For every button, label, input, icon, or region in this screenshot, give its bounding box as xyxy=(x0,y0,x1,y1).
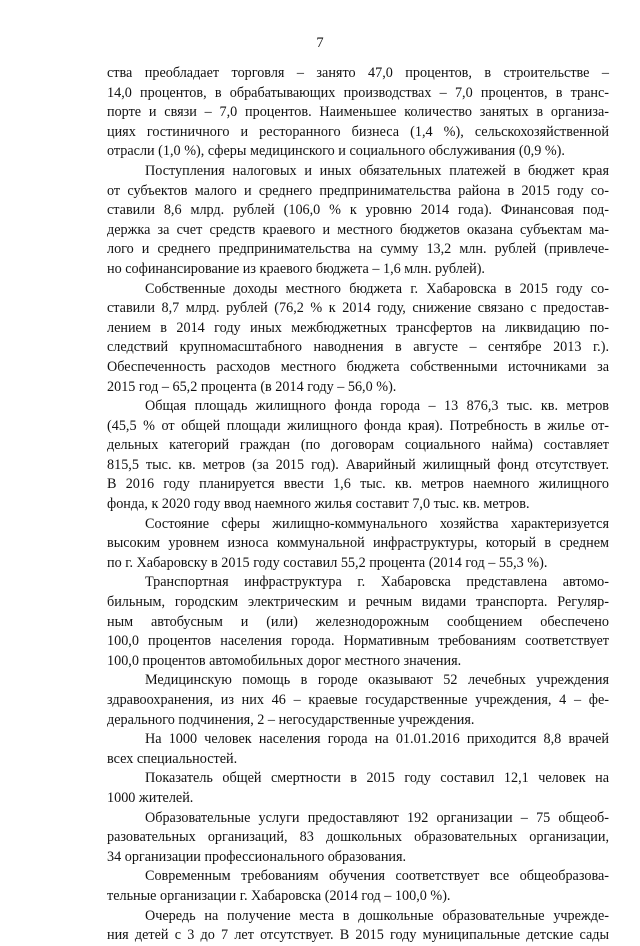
paragraph xyxy=(107,162,609,280)
text-line: разовательных организаций, 83 дошкольных образовательных организации, xyxy=(107,829,609,846)
text-line: 1000 жителей. xyxy=(107,789,194,806)
text-line: Собственные доходы местного бюджета г. Хабаровска в 2015 году со- xyxy=(145,280,609,297)
text-line: отрасли (1,0 %), сферы медицинского и социального обслуживания (0,9 %). xyxy=(107,143,565,160)
document-body xyxy=(107,64,609,946)
text-line: Очередь на получение места в дошкольные образовательные учрежде- xyxy=(145,907,609,924)
text-line: 100,0 процентов автомобильных дорог местного значения. xyxy=(107,652,462,669)
paragraph xyxy=(107,867,609,906)
text-line: всех специальностей. xyxy=(107,750,238,767)
text-line: фонда, к 2020 году ввод наемного жилья составит 7,0 тыс. кв. метров. xyxy=(107,496,530,513)
text-line: Показатель общей смертности в 2015 году составил 12,1 человек на xyxy=(145,770,609,787)
text-line: бильным, городским электрическим и речным видами транспорта. Регуляр- xyxy=(107,594,609,611)
text-line: держка за счет средств краевого и местного бюджетов оказана субъектам ма- xyxy=(107,221,609,238)
text-line: 100,0 процентов населения города. Нормативным требованиям соответствует xyxy=(107,633,609,650)
text-line: лением в 2014 году иных межбюджетных трансфертов на ликвидацию по- xyxy=(107,319,609,336)
text-line: 2015 год – 65,2 процента (в 2014 году – 56,0 %). xyxy=(107,378,397,395)
paragraph xyxy=(107,515,609,574)
text-line: Современным требованиям обучения соответствует все общеобразова- xyxy=(145,868,609,885)
paragraph xyxy=(107,809,609,868)
text-line: ния детей с 3 до 7 лет отсутствует. В 2015 году муниципальные детские сады xyxy=(107,927,609,944)
text-line: Общая площадь жилищного фонда города – 13 876,3 тыс. кв. метров xyxy=(145,398,609,415)
text-line: дерального подчинения, 2 – негосударственные учреждения. xyxy=(107,711,475,728)
text-line: Образовательные услуги предоставляют 192 организации – 75 общеоб- xyxy=(145,809,609,826)
paragraph xyxy=(107,397,609,515)
text-line: 815,5 тыс. кв. метров (за 2015 год). Аварийный жилищный фонд отсутствует. xyxy=(107,456,609,473)
text-line: здравоохранения, из них 46 – краевые государственные учреждения, 4 – фе- xyxy=(107,692,609,708)
text-line: ставили 8,7 млрд. рублей (76,2 % к 2014 году, снижение связано с предостав- xyxy=(107,300,609,317)
text-line: Поступления налоговых и иных обязательных платежей в бюджет края xyxy=(145,162,609,179)
text-line: (45,5 % от общей площади жилищного фонда края). Потребность в жилье от- xyxy=(107,417,609,434)
paragraph xyxy=(107,64,609,162)
text-line: дельных категорий граждан (по договорам социального найма) составляет xyxy=(107,437,609,454)
text-line: ства преобладает торговля – занято 47,0 процентов, в строительстве – xyxy=(107,65,609,81)
paragraph xyxy=(107,769,609,808)
text-line: 14,0 процентов, в обрабатывающих производствах – 7,0 процентов, в транс- xyxy=(107,84,609,101)
text-line: ставили 8,6 млрд. рублей (106,0 % к уровню 2014 года). Финансовая под- xyxy=(107,202,609,219)
text-line: Транспортная инфраструктура г. Хабаровска представлена автомо- xyxy=(145,574,609,591)
text-line: следствий крупномасштабного наводнения в августе – сентябре 2013 г.). xyxy=(107,339,609,356)
text-line: высоким уровнем износа коммунальной инфраструктуры, который в среднем xyxy=(107,535,609,552)
text-line: Медицинскую помощь в городе оказывают 52 лечебных учреждения xyxy=(145,672,609,689)
paragraph xyxy=(107,671,609,730)
paragraph xyxy=(107,730,609,769)
paragraph xyxy=(107,907,609,946)
text-line: от субъектов малого и среднего предпринимательства района в 2015 году со- xyxy=(107,182,609,199)
text-line: но софинансирование из краевого бюджета – 1,6 млн. рублей). xyxy=(107,260,485,277)
text-line: Обеспеченность расходов местного бюджета собственными источниками за xyxy=(107,358,609,375)
text-line: На 1000 человек населения города на 01.01.2016 приходится 8,8 врачей xyxy=(145,731,609,748)
paragraph xyxy=(107,280,609,398)
text-line: Состояние сферы жилищно-коммунального хозяйства характеризуется xyxy=(145,515,609,532)
text-line: циях гостиничного и ресторанного бизнеса (1,4 %), сельскохозяйственной xyxy=(107,123,609,140)
text-line: В 2016 году планируется ввести 1,6 тыс. кв. метров наемного жилищного xyxy=(107,476,609,493)
text-line: 34 организации профессионального образования. xyxy=(107,848,407,865)
text-line: по г. Хабаровску в 2015 году составил 55,2 процента (2014 год – 55,3 %). xyxy=(107,554,548,571)
paragraph xyxy=(107,573,609,671)
text-line: порте и связи – 7,0 процентов. Наименьшее количество занятых в организа- xyxy=(107,104,609,121)
text-line: ным автобусным и (или) железнодорожным сообщением обеспечено xyxy=(107,613,609,630)
page-number: 7 xyxy=(316,35,324,51)
text-line: тельные организации г. Хабаровска (2014 год – 100,0 %). xyxy=(107,887,451,904)
text-line: лого и среднего предпринимательства на сумму 13,2 млн. рублей (привлече- xyxy=(107,241,609,258)
